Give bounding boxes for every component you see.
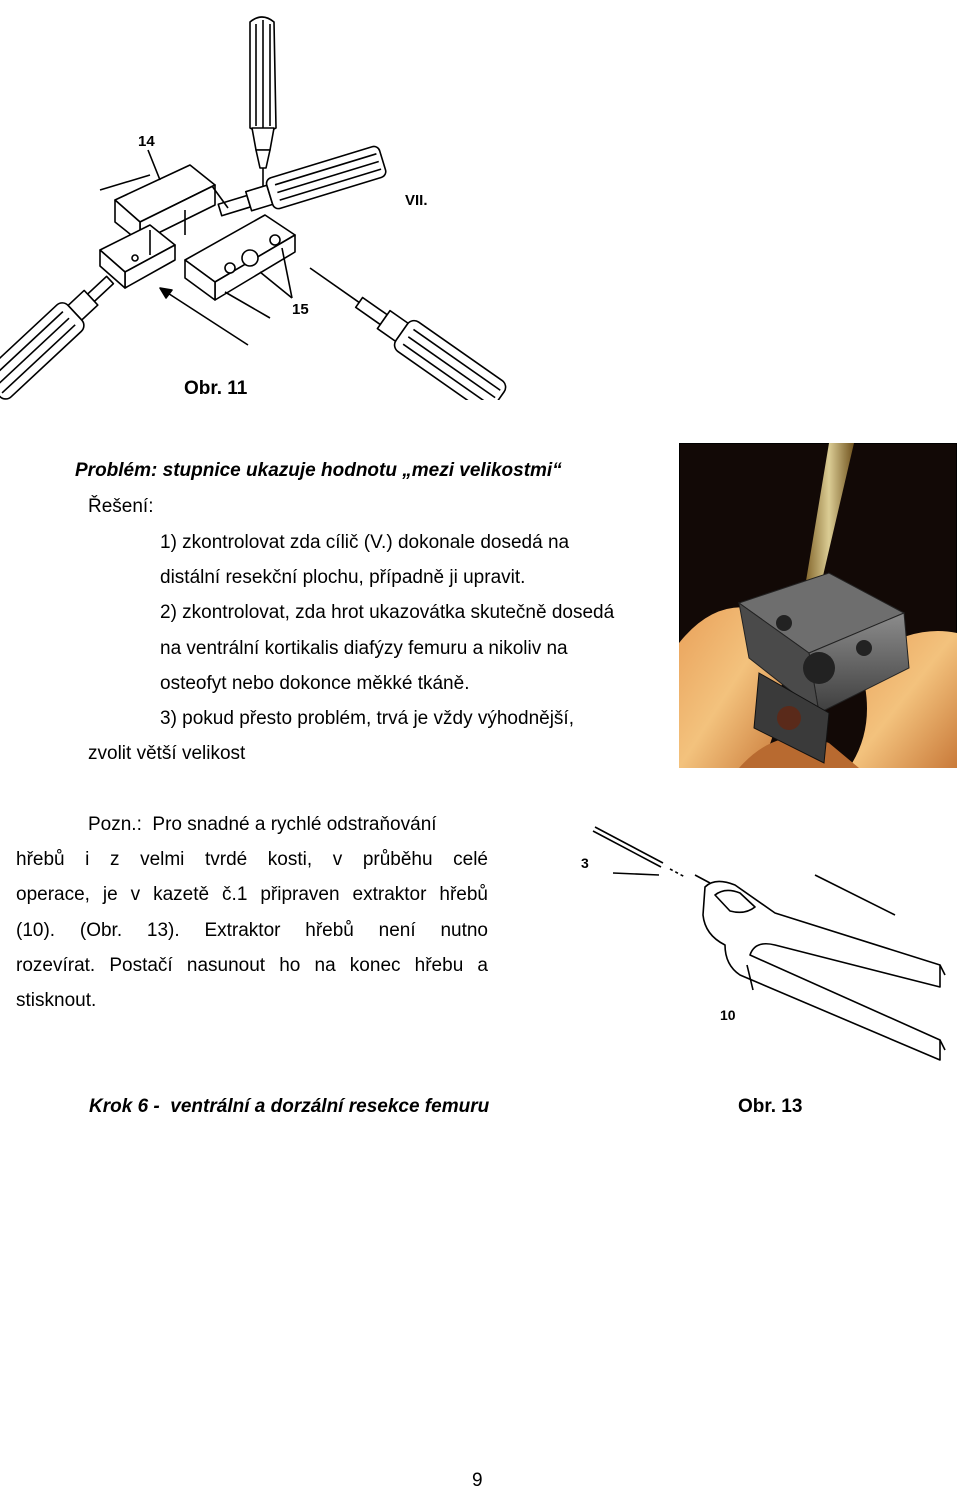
solution-line-2: distální resekční plochu, případně ji upravit.: [160, 567, 526, 588]
solution-label: Řešení:: [88, 496, 154, 517]
note-line-4: (10). (Obr. 13). Extraktor hřebů není nutno: [16, 920, 488, 941]
note-line-6: stisknout.: [16, 990, 97, 1011]
problem-heading: Problém: stupnice ukazuje hodnotu „mezi velikostmi“: [75, 460, 562, 481]
note-line-3: operace, je v kazetě č.1 připraven extraktor hřebů: [16, 884, 488, 905]
label-vii: VII.: [405, 192, 428, 209]
screwdriver-right-upper: [215, 145, 387, 225]
nail: [593, 827, 685, 877]
label-14: 14: [138, 133, 155, 150]
solution-line-7: zvolit větší velikost: [88, 743, 246, 764]
solution-line-3: 2) zkontrolovat, zda hrot ukazovátka skutečně dosedá: [160, 602, 615, 623]
step-heading: Krok 6 - ventrální a dorzální resekce femuru: [89, 1096, 490, 1117]
label-3: 3: [581, 855, 589, 871]
figure-11-drawing: [0, 0, 520, 400]
figure-11-caption: Obr. 11: [184, 378, 248, 399]
surgical-photo: [679, 443, 957, 768]
solution-line-4: na ventrální kortikalis diafýzy femuru a nikoliv na: [160, 638, 568, 659]
solution-line-5: osteofyt nebo dokonce měkké tkáně.: [160, 673, 470, 694]
screwdriver-vertical: [250, 17, 276, 190]
figure-13-caption: Obr. 13: [738, 1096, 803, 1117]
solution-line-1: 1) zkontrolovat zda cílič (V.) dokonale dosedá na: [160, 532, 570, 553]
label-10: 10: [720, 1007, 736, 1023]
solution-line-6: 3) pokud přesto problém, trvá je vždy výhodnější,: [160, 708, 574, 729]
screwdriver-left: [0, 267, 122, 400]
note-line-1: [88, 814, 488, 836]
figure-13-drawing: [575, 815, 955, 1075]
note-line-5: rozevírat. Postačí nasunout ho na konec hřebu a: [16, 955, 488, 976]
note-line-2: hřebů i z velmi tvrdé kosti, v průběhu celé: [16, 849, 488, 870]
label-15: 15: [292, 301, 309, 318]
screwdriver-right-lower: [300, 253, 509, 400]
page-number: 9: [472, 1470, 483, 1491]
direction-arrow: [160, 288, 248, 345]
note-line-1-text: Pozn.: Pro snadné a rychlé odstraňování: [88, 814, 437, 835]
extractor: [695, 875, 945, 1060]
